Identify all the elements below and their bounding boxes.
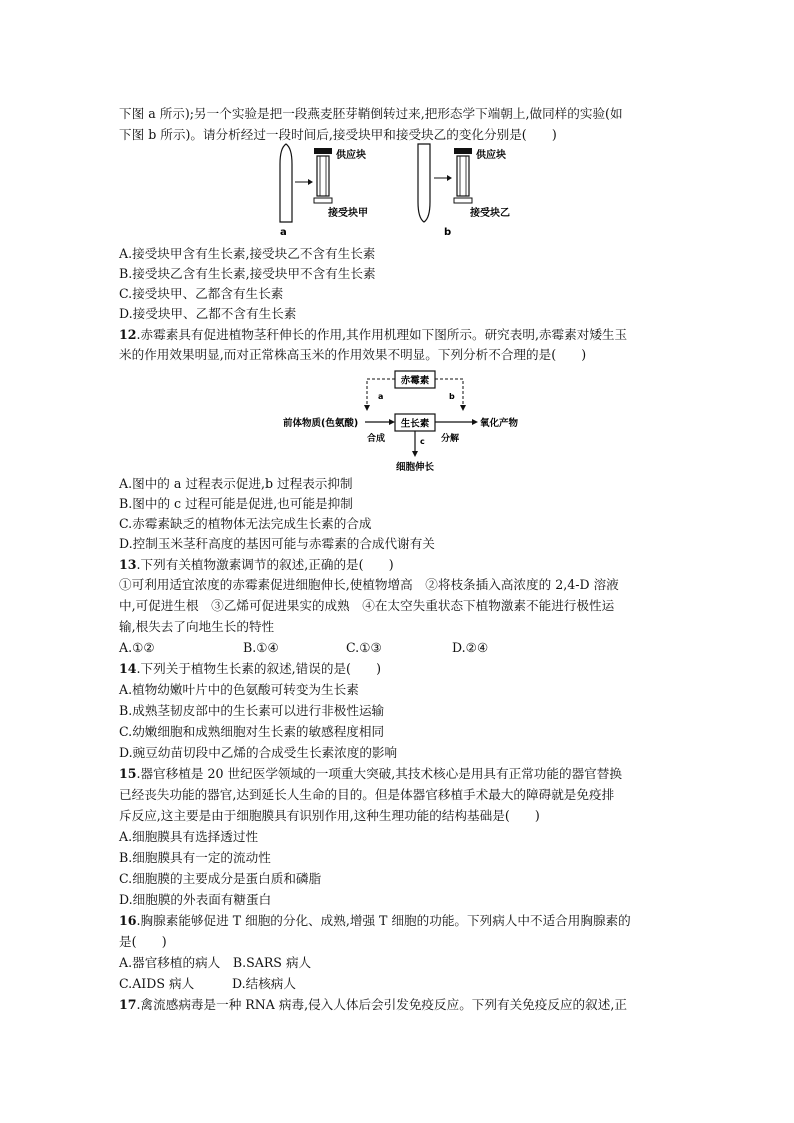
synthesis-label: 合成	[367, 434, 386, 444]
q14-option-a: A.植物幼嫩叶片中的色氨酸可转变为生长素	[119, 682, 359, 697]
label-receive-b: 接受块乙	[470, 208, 510, 219]
gibberellin-label: 赤霉素	[400, 375, 430, 387]
q12-stem-line-1: 12.赤霉素具有促进植物茎秆伸长的作用,其作用机理如下图所示。研究表明,赤霉素对矮生玉	[119, 327, 628, 342]
q13-stem-line-2: ①可利用适宜浓度的赤霉素促进细胞伸长,使植物增高 ②将枝条插入高浓度的 2,4-D 溶液	[119, 577, 619, 592]
q13-number: 13	[119, 557, 137, 572]
label-receive-a: 接受块甲	[328, 208, 368, 219]
label-supply-b: 供应块	[476, 150, 506, 161]
segment-b	[457, 156, 469, 196]
q13-stem-line-3: 中,可促进生根 ③乙烯可促进果实的成熟 ④在太空失重状态下植物激素不能进行极性运	[119, 598, 615, 613]
q15-option-c: C.细胞膜的主要成分是蛋白质和磷脂	[119, 871, 322, 886]
q15-number: 15	[119, 766, 137, 781]
q11-option-b: B.接受块乙含有生长素,接受块甲不含有生长素	[119, 266, 376, 281]
elongation-label: 细胞伸长	[395, 462, 435, 473]
supply-block-b	[454, 148, 472, 154]
arrow-a-label: a	[378, 392, 384, 401]
intro-line-1: 下图 a 所示);另一个实验是把一段燕麦胚芽鞘倒转过来,把形态学下端朝上,做同样的实验(如	[119, 106, 623, 121]
q12-option-b: B.图中的 c 过程可能是促进,也可能是抑制	[119, 496, 353, 511]
q12-stem-line-2: 米的作用效果明显,而对正常株高玉米的作用效果不明显。下列分析不合理的是( )	[119, 347, 587, 362]
q14-number: 14	[119, 661, 137, 676]
q11-option-d: D.接受块甲、乙都不含有生长素	[119, 306, 297, 321]
receive-block-a	[314, 198, 332, 203]
supply-block-a	[314, 148, 332, 154]
arrow-b-label: b	[449, 392, 455, 401]
q15-option-a: A.细胞膜具有选择透过性	[119, 829, 259, 844]
q17-stem-line-1: 17.禽流感病毒是一种 RNA 病毒,侵入人体后会引发免疫反应。下列有关免疫反应的叙述,正	[119, 997, 627, 1012]
q14-stem-line-1: 14.下列关于植物生长素的叙述,错误的是( )	[119, 661, 382, 676]
label-a: a	[280, 227, 287, 238]
q13-option-d: D.②④	[452, 640, 489, 655]
q13-option-a: A.①②	[119, 640, 155, 655]
q16-number: 16	[119, 913, 137, 928]
q12-number: 12	[119, 327, 137, 342]
q14-option-d: D.豌豆幼苗切段中乙烯的合成受生长素浓度的影响	[119, 745, 398, 760]
label-b: b	[444, 227, 452, 238]
q12-option-a: A.图中的 a 过程表示促进,b 过程表示抑制	[119, 476, 353, 491]
q16-stem-line-2: 是( )	[119, 934, 167, 949]
q12-option-d: D.控制玉米茎秆高度的基因可能与赤霉素的合成代谢有关	[119, 536, 435, 551]
q12-option-c: C.赤霉素缺乏的植物体无法完成生长素的合成	[119, 516, 372, 531]
q15-stem-line-2: 已经丧失功能的器官,达到延长人生命的目的。但是体器官移植手术最大的障碍就是免疫排	[119, 787, 615, 802]
label-supply-a: 供应块	[336, 150, 366, 161]
arrow-c-label: c	[420, 437, 425, 446]
decomposition-label: 分解	[441, 434, 460, 444]
precursor-label: 前体物质(色氨酸)	[283, 418, 359, 429]
q14-option-c: C.幼嫩细胞和成熟细胞对生长素的敏感程度相同	[119, 724, 385, 739]
oxidation-label: 氧化产物	[480, 418, 519, 429]
q15-option-b: B.细胞膜具有一定的流动性	[119, 850, 271, 865]
coleoptile-a-icon	[280, 144, 292, 222]
intro-line-2: 下图 b 所示)。请分析经过一段时间后,接受块甲和接受块乙的变化分别是( )	[119, 127, 557, 142]
figure-coleoptile-experiment	[270, 142, 530, 238]
q11-option-c: C.接受块甲、乙都含有生长素	[119, 286, 284, 301]
receive-block-b	[454, 198, 472, 203]
q14-option-b: B.成熟茎韧皮部中的生长素可以进行非极性运输	[119, 703, 385, 718]
q11-option-a: A.接受块甲含有生长素,接受块乙不含有生长素	[119, 246, 376, 261]
segment-a	[317, 156, 329, 196]
figure-gibberellin-mechanism	[283, 366, 523, 474]
q16-options-cd: C.AIDS 病人 D.结核病人	[119, 976, 296, 991]
q13-option-c: C.①③	[346, 640, 382, 655]
q15-stem-line-1: 15.器官移植是 20 世纪医学领域的一项重大突破,其技术核心是用具有正常功能的器官替换	[119, 766, 622, 781]
q13-option-b: B.①④	[243, 640, 279, 655]
auxin-label: 生长素	[400, 418, 430, 430]
q15-stem-line-3: 斥反应,这主要是由于细胞膜具有识别作用,这种生理功能的结构基础是( )	[119, 808, 540, 823]
q16-stem-line-1: 16.胸腺素能够促进 T 细胞的分化、成熟,增强 T 细胞的功能。下列病人中不适合用胸腺素的	[119, 913, 631, 928]
q13-stem-line-1: 13.下列有关植物激素调节的叙述,正确的是( )	[119, 557, 394, 572]
q13-stem-line-4: 输,根失去了向地生长的特性	[119, 619, 275, 634]
q15-option-d: D.细胞膜的外表面有糖蛋白	[119, 892, 272, 907]
q17-number: 17	[119, 997, 137, 1012]
q16-options-ab: A.器官移植的病人 B.SARS 病人	[119, 955, 312, 970]
coleoptile-b-icon	[418, 144, 430, 222]
